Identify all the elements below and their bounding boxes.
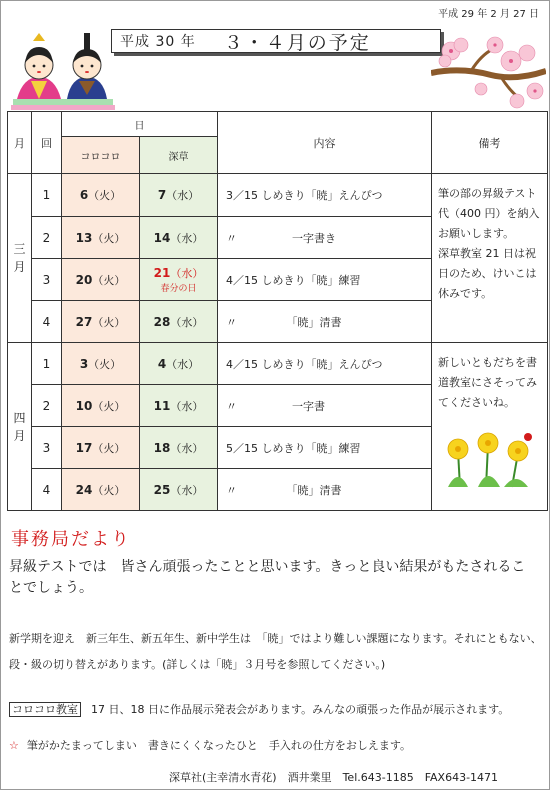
koro-date: 17（火） [62, 427, 140, 469]
round-number: 3 [32, 259, 62, 301]
month-label: 三 月 [8, 174, 32, 343]
shin-date: 28（水） [140, 301, 218, 343]
title-main: ３・４月の予定 [223, 31, 371, 54]
round-number: 1 [32, 174, 62, 217]
office-paragraph-3 [9, 701, 541, 717]
shin-date: 25（水） [140, 469, 218, 511]
office-paragraph-4 [9, 737, 541, 753]
shin-date: 18（水） [140, 427, 218, 469]
koro-class-tag: コロコロ教室 [9, 702, 81, 717]
round-number: 3 [32, 427, 62, 469]
header-shin: 深草 [140, 137, 218, 174]
footer-contact: 深草社(主幸清水青花) 酒井業里 Tel.643-1185 FAX643-1471 [169, 771, 499, 784]
shin-date: 11（水） [140, 385, 218, 427]
remark-cell: 新しいともだちを書道教室にさそってみてくださいね。 [432, 343, 548, 511]
header-round: 回 [32, 112, 62, 174]
month-label: 四 月 [8, 343, 32, 511]
header-koro: コロコロ [62, 137, 140, 174]
koro-date: 13（火） [62, 217, 140, 259]
header-month: 月 [8, 112, 32, 174]
issue-date: 平成 29 年 2 月 27 日 [438, 9, 539, 20]
dandelion-illustration [438, 431, 541, 496]
holiday-note: 春分の日 [160, 284, 197, 294]
remark-cell: 筆の部の昇級テスト代（400 円）を納入お願いします。 深草教室 21 日は祝日のため、けいこは休みです。 [432, 174, 548, 343]
shin-date: 4（水） [140, 343, 218, 385]
header-day: 日 [62, 112, 218, 137]
koro-date: 3（火） [62, 343, 140, 385]
office-news-title: 事務局だより [11, 529, 131, 550]
koro-date: 27（火） [62, 301, 140, 343]
shin-date: 14（水） [140, 217, 218, 259]
content-cell: 〃 「暁」清書 [218, 301, 432, 343]
round-number: 2 [32, 385, 62, 427]
shin-date: 7（水） [140, 174, 218, 217]
content-cell: 〃 一字書 [218, 385, 432, 427]
content-cell: 4／15 しめきり「暁」えんぴつ [218, 343, 432, 385]
round-number: 4 [32, 469, 62, 511]
round-number: 4 [32, 301, 62, 343]
office-paragraph-3-text: 17 日、18 日に作品展示発表会があります。みんなの頑張った作品が展示されます。 [91, 703, 510, 716]
title-year: 平成 30 年 [120, 34, 196, 50]
koro-date: 10（火） [62, 385, 140, 427]
office-paragraph-2: 新学期を迎え 新三年生、新五年生、新中学生は 「暁」ではより難しい課題になります。それにともない、 段・級の切り替えがあります。(詳しくは「暁」３月号を参照してください。) [9, 632, 548, 671]
content-cell: 〃 一字書き [218, 217, 432, 259]
schedule-table [7, 111, 548, 511]
content-cell: 3／15 しめきり「暁」えんぴつ [218, 174, 432, 217]
round-number: 2 [32, 217, 62, 259]
koro-date: 6（火） [62, 174, 140, 217]
koro-date: 20（火） [62, 259, 140, 301]
content-cell: 4／15 しめきり「暁」練習 [218, 259, 432, 301]
hina-dolls-illustration [7, 29, 119, 115]
schedule-row [8, 174, 548, 217]
header-content: 内容 [218, 112, 432, 174]
cherry-blossom-illustration [431, 31, 546, 111]
round-number: 1 [32, 343, 62, 385]
shin-date: 21（水） 春分の日 [140, 259, 218, 301]
office-paragraph-4-text: 筆がかたまってしまい 書きにくくなったひと 手入れの仕方をおしえます。 [26, 739, 411, 752]
koro-date: 24（火） [62, 469, 140, 511]
office-paragraph-1: 昇級テストでは 皆さん頑張ったことと思います。きっと良い結果がもたされることでしょう。 [9, 559, 526, 596]
header-remark: 備考 [432, 112, 548, 174]
title-box [111, 29, 441, 53]
star-icon: ☆ [9, 739, 19, 752]
schedule-row [8, 343, 548, 385]
content-cell: 〃 「暁」清書 [218, 469, 432, 511]
content-cell: 5／15 しめきり「暁」練習 [218, 427, 432, 469]
